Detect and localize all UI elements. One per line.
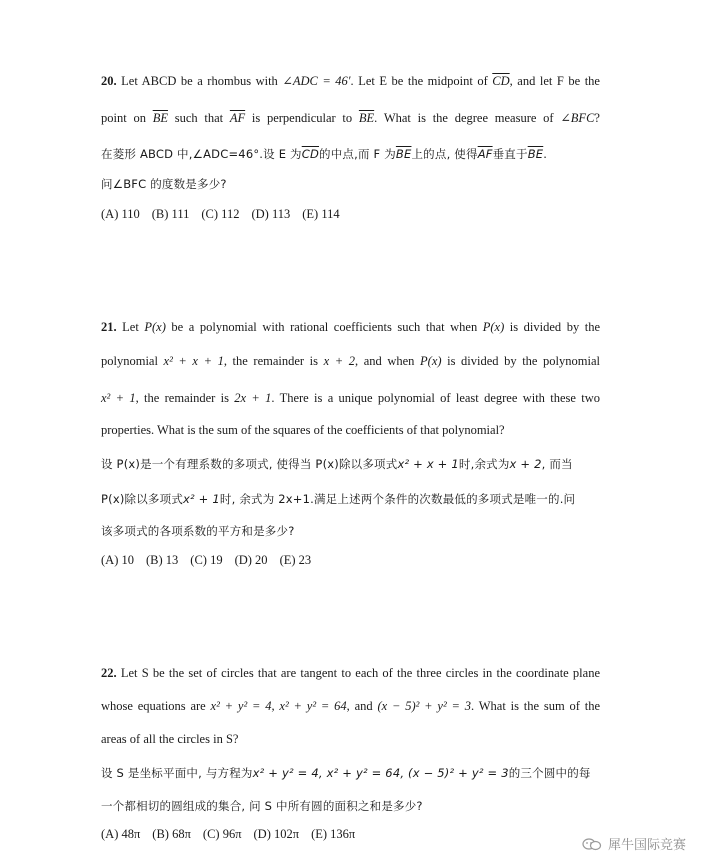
text: 垂直于 bbox=[492, 147, 528, 161]
wechat-paw-icon bbox=[582, 837, 602, 851]
text: 在菱形 ABCD 中,∠ADC=46°.设 E 为 bbox=[101, 147, 302, 161]
text: is divided by the bbox=[504, 320, 601, 334]
text: 时, 余式为 2x+1.满足上述两个条件的次数最低的多项式是唯一的.问 bbox=[219, 492, 576, 506]
choice-c[interactable]: (C) 112 bbox=[201, 207, 240, 221]
text: , and bbox=[346, 699, 378, 713]
problem-21-cn-line-2 bbox=[101, 490, 600, 508]
choice-b[interactable]: (B) 13 bbox=[145, 553, 179, 567]
math: ∠ADC = 46′ bbox=[282, 74, 351, 88]
math: x + 2 bbox=[323, 354, 355, 368]
problem-20-cn-line-1 bbox=[101, 145, 600, 163]
choice-e[interactable]: (E) 114 bbox=[302, 207, 340, 221]
text: . Let E be the midpoint of bbox=[350, 74, 493, 88]
text: , the remainder is bbox=[223, 354, 324, 368]
text: 设 S 是坐标平面中, 与方程为 bbox=[101, 766, 253, 780]
problem-22-number: 22. bbox=[101, 666, 117, 680]
math: 2x + 1 bbox=[234, 391, 272, 405]
choice-b[interactable]: (B) 111 bbox=[151, 207, 190, 221]
choice-d[interactable]: (D) 113 bbox=[251, 207, 291, 221]
text: Let S be the set of circles that are tangent to each of the three circles in the coordinate plane bbox=[120, 666, 600, 680]
text: 的中点,而 F 为 bbox=[319, 147, 396, 161]
text: point on bbox=[101, 111, 153, 125]
choice-d[interactable]: (D) 20 bbox=[234, 553, 268, 567]
choice-e[interactable]: (E) 136π bbox=[311, 827, 356, 841]
text: . What is the sum of the bbox=[471, 699, 600, 713]
problem-20-en-line-1 bbox=[101, 72, 600, 90]
text: P(x)除以多项式 bbox=[101, 492, 184, 506]
math: $\overline{BE}$ bbox=[395, 147, 412, 161]
text: whose equations are bbox=[101, 699, 211, 713]
text: is perpendicular to bbox=[245, 111, 359, 125]
text: such that bbox=[167, 111, 230, 125]
problem-21-choices bbox=[101, 551, 600, 569]
text: . bbox=[543, 147, 548, 161]
watermark bbox=[582, 834, 686, 853]
text: 时,余式为 bbox=[458, 457, 510, 471]
text: Let bbox=[122, 320, 145, 334]
math: $\overline{BE}$ bbox=[358, 111, 375, 125]
text: 的三个圆中的每 bbox=[508, 766, 591, 780]
text: is divided by the polynomial bbox=[441, 354, 601, 368]
math: $\overline{CD}$ bbox=[492, 74, 510, 88]
math: P(x) bbox=[144, 320, 166, 334]
problem-22-en-line-1 bbox=[101, 664, 600, 682]
text: ? bbox=[594, 111, 600, 125]
text: , and when bbox=[355, 354, 421, 368]
problem-22-cn-line-1 bbox=[101, 764, 600, 782]
choice-a[interactable]: (A) 10 bbox=[101, 553, 134, 567]
problem-22-cn-line-2: 一个都相切的圆组成的集合, 问 S 中所有圆的面积之和是多少? bbox=[101, 799, 423, 813]
choice-d[interactable]: (D) 102π bbox=[253, 827, 300, 841]
text: polynomial bbox=[101, 354, 164, 368]
problem-21-en-line-1 bbox=[101, 318, 600, 336]
choice-c[interactable]: (C) 19 bbox=[190, 553, 223, 567]
choice-e[interactable]: (E) 23 bbox=[279, 553, 312, 567]
problem-22-choices bbox=[101, 825, 600, 843]
choice-a[interactable]: (A) 110 bbox=[101, 207, 140, 221]
problem-20-en-line-2 bbox=[101, 109, 600, 127]
problem-20-choices bbox=[101, 205, 600, 223]
text: . There is a unique polynomial of least degree with these two bbox=[271, 391, 600, 405]
choice-a[interactable]: (A) 48π bbox=[101, 827, 141, 841]
math: $\overline{AF}$ bbox=[229, 111, 246, 125]
math: x² + x + 1 bbox=[163, 354, 224, 368]
text: be a polynomial with rational coefficients such that when bbox=[165, 320, 483, 334]
text: , 而当 bbox=[541, 457, 573, 471]
math: x² + y² = 4, x² + y² = 64, (x − 5)² + y² = 3 bbox=[252, 766, 509, 780]
text: , and let F be the bbox=[509, 74, 600, 88]
math: ∠BFC bbox=[560, 111, 595, 125]
problem-22-en-line-2 bbox=[101, 697, 600, 715]
math: $\overline{CD}$ bbox=[301, 147, 320, 161]
text: 上的点, 使得 bbox=[411, 147, 478, 161]
choice-c[interactable]: (C) 96π bbox=[202, 827, 242, 841]
problem-22-en-line-3: areas of all the circles in S? bbox=[101, 732, 239, 746]
math: $\overline{AF}$ bbox=[477, 147, 493, 161]
math: P(x) bbox=[420, 354, 442, 368]
text: Let ABCD be a rhombus with bbox=[121, 74, 283, 88]
text: 设 P(x)是一个有理系数的多项式, 使得当 P(x)除以多项式 bbox=[101, 457, 398, 471]
math: x² + x + 1 bbox=[397, 457, 459, 471]
math: x + 2 bbox=[509, 457, 542, 471]
problem-21-number: 21. bbox=[101, 320, 117, 334]
math: $\overline{BE}$ bbox=[527, 147, 544, 161]
math: P(x) bbox=[482, 320, 505, 334]
math: (x − 5)² + y² = 3 bbox=[377, 699, 472, 713]
problem-20-cn-line-2: 问∠BFC 的度数是多少? bbox=[101, 177, 227, 191]
choice-b[interactable]: (B) 68π bbox=[152, 827, 191, 841]
problem-21-en-line-2 bbox=[101, 352, 600, 370]
text: . What is the degree measure of bbox=[374, 111, 561, 125]
problem-21-cn-line-3: 该多项式的各项系数的平方和是多少? bbox=[101, 524, 295, 538]
math: $\overline{BE}$ bbox=[152, 111, 168, 125]
problem-20-number: 20. bbox=[101, 74, 117, 88]
watermark-text: 犀牛国际竞赛 bbox=[607, 838, 686, 853]
text: , the remainder is bbox=[135, 391, 235, 405]
problem-21-en-line-4: properties. What is the sum of the squares of the coefficients of that polynomial? bbox=[101, 423, 505, 437]
math: x² + 1 bbox=[101, 391, 136, 405]
math: x² + y² = 4, x² + y² = 64 bbox=[210, 699, 347, 713]
problem-21-en-line-3 bbox=[101, 389, 600, 407]
math: x² + 1 bbox=[183, 492, 220, 506]
problem-21-cn-line-1 bbox=[101, 455, 600, 473]
